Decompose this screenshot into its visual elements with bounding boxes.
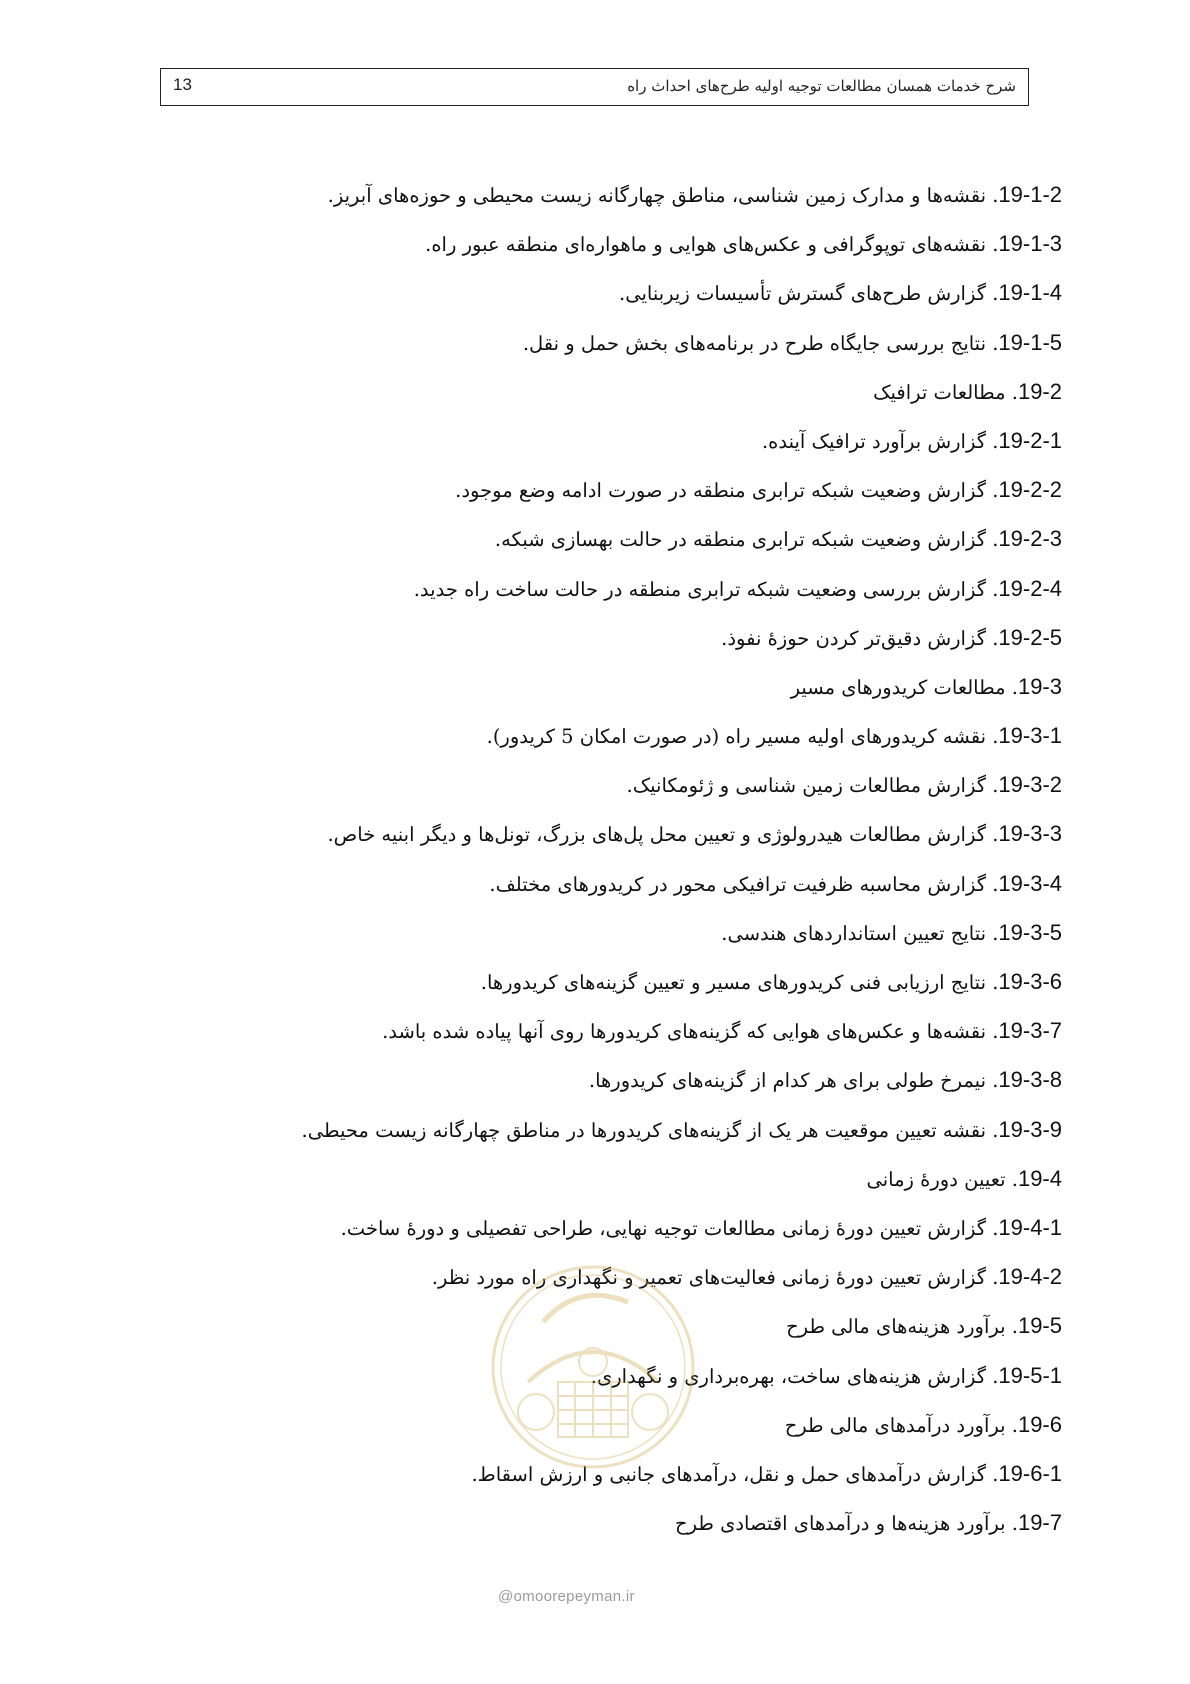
item-number: 19-3	[1017, 673, 1062, 699]
item-text: . گزارش محاسبه ظرفیت ترافیکی محور در کریدورهای مختلف.	[489, 872, 999, 896]
item-number: 19-4-2	[998, 1264, 1062, 1290]
item-text: . گزارش مطالعات زمین شناسی و ژئومکانیک.	[626, 774, 999, 798]
item-number: 19-1-2	[998, 182, 1062, 207]
list-item	[102, 1055, 1062, 1104]
list-item	[102, 1252, 1062, 1301]
list-item	[102, 760, 1062, 809]
item-text: . گزارش برآورد ترافیک آینده.	[761, 429, 999, 453]
list-item	[102, 514, 1062, 563]
item-text: . نتایج تعیین استانداردهای هندسی.	[721, 921, 999, 945]
list-item	[102, 564, 1062, 613]
item-number: 19-1-5	[998, 329, 1062, 355]
page-header	[160, 68, 1029, 106]
item-text: . گزارش دقیق‌تر کردن حوزهٔ نفوذ.	[721, 626, 999, 650]
item-text: . مطالعات ترافیک	[873, 380, 1018, 404]
list-item	[102, 1351, 1062, 1400]
list-item	[102, 957, 1062, 1006]
item-text: . نقشه کریدورهای اولیه مسیر راه (در صورت امکان 5 کریدور).	[486, 725, 999, 749]
item-text: . نقشه‌ها و مدارک زمین شناسی، مناطق چهارگانه زیست محیطی و حوزه‌های آبریز.	[327, 184, 999, 207]
item-number: 19-2-3	[998, 526, 1062, 552]
list-item	[102, 1449, 1062, 1498]
watermark-site: @omoorepeyman.ir	[498, 1588, 635, 1605]
item-number: 19-3-5	[998, 919, 1062, 945]
item-number: 19-1-3	[998, 231, 1062, 257]
item-text: . نقشه‌ها و عکس‌های هوایی که گزینه‌های کریدورها روی آنها پیاده شده باشد.	[382, 1020, 999, 1044]
item-number: 19-2-5	[998, 624, 1062, 650]
list-item	[102, 908, 1062, 957]
item-text: . تعیین دورهٔ زمانی	[866, 1167, 1018, 1191]
list-item	[102, 711, 1062, 760]
item-text: . نتایج بررسی جایگاه طرح در برنامه‌های بخش حمل و نقل.	[522, 331, 999, 355]
item-number: 19-6-1	[998, 1460, 1062, 1486]
list-item	[102, 1498, 1062, 1547]
item-number: 19-3-4	[998, 870, 1062, 896]
item-number: 19-2-4	[998, 575, 1062, 601]
item-text: . گزارش هزینه‌های ساخت، بهره‌برداری و نگهداری.	[590, 1364, 999, 1388]
item-text: . نیمرخ طولی برای هر کدام از گزینه‌های کریدورها.	[588, 1069, 999, 1093]
item-number: 19-7	[1017, 1510, 1062, 1536]
list-item	[102, 268, 1062, 317]
item-number: 19-3-6	[998, 969, 1062, 994]
item-number: 19-2	[1017, 378, 1062, 404]
item-number: 19-4	[1017, 1165, 1062, 1191]
page-number: 13	[173, 75, 192, 94]
list-item	[102, 662, 1062, 711]
header-title: شرح خدمات همسان مطالعات توجیه اولیه طرح‌های احداث راه	[627, 77, 1016, 95]
item-text: . نقشه‌های توپوگرافی و عکس‌های هوایی و ماهواره‌ای منطقه عبور راه.	[425, 233, 999, 257]
list-item	[102, 219, 1062, 268]
item-text: . گزارش طرح‌های گسترش تأسیسات زیربنایی.	[619, 282, 999, 306]
item-text: . نتایج ارزیابی فنی کریدورهای مسیر و تعیین گزینه‌های کریدورها.	[480, 971, 999, 994]
list-item	[102, 613, 1062, 662]
item-number: 19-2-2	[998, 477, 1062, 503]
list-item	[102, 1203, 1062, 1252]
item-number: 19-3-3	[998, 821, 1062, 847]
item-text: . برآورد درآمدهای مالی طرح	[784, 1413, 1018, 1437]
item-number: 19-2-1	[998, 427, 1062, 453]
item-number: 19-4-1	[998, 1214, 1062, 1240]
item-number: 19-6	[1017, 1411, 1062, 1437]
item-text: . برآورد هزینه‌های مالی طرح	[786, 1315, 1018, 1339]
item-number: 19-3-7	[998, 1018, 1062, 1044]
item-text: . نقشه تعیین موقعیت هر یک از گزینه‌های کریدورها در مناطق چهارگانه زیست محیطی.	[301, 1118, 999, 1142]
item-text: . گزارش درآمدهای حمل و نقل، درآمدهای جانبی و ارزش اسقاط.	[471, 1462, 999, 1486]
list-item	[102, 318, 1062, 367]
item-number: 19-3-9	[998, 1116, 1062, 1142]
item-number: 19-5	[1017, 1313, 1062, 1339]
item-text: . مطالعات کریدورهای مسیر	[790, 675, 1018, 699]
list-item	[102, 416, 1062, 465]
item-text: . گزارش بررسی وضعیت شبکه ترابری منطقه در حالت ساخت راه جدید.	[413, 577, 999, 601]
list-item	[102, 465, 1062, 514]
list-item	[102, 809, 1062, 858]
item-text: . گزارش تعیین دورهٔ زمانی فعالیت‌های تعمیر و نگهداری راه مورد نظر.	[431, 1266, 999, 1290]
list-item	[102, 1105, 1062, 1154]
list-item	[102, 1301, 1062, 1350]
item-number: 19-5-1	[998, 1362, 1062, 1388]
list-item	[102, 170, 1062, 219]
list-item	[102, 367, 1062, 416]
item-text: . گزارش مطالعات هیدرولوژی و تعیین محل پل‌های بزرگ، تونل‌ها و دیگر ابنیه خاص.	[327, 823, 999, 847]
item-number: 19-3-1	[998, 723, 1062, 749]
list-item	[102, 1400, 1062, 1449]
list-item	[102, 1006, 1062, 1055]
item-text: . گزارش وضعیت شبکه ترابری منطقه در صورت ادامه وضع موجود.	[455, 479, 999, 503]
item-number: 19-3-2	[998, 772, 1062, 798]
item-text: . برآورد هزینه‌ها و درآمدهای اقتصادی طرح	[675, 1512, 1018, 1536]
item-number: 19-1-4	[998, 280, 1062, 306]
item-text: . گزارش وضعیت شبکه ترابری منطقه در حالت بهسازی شبکه.	[494, 528, 999, 552]
item-number: 19-3-8	[998, 1067, 1062, 1093]
document-body	[102, 170, 1062, 1547]
list-item	[102, 859, 1062, 908]
item-text: . گزارش تعیین دورهٔ زمانی مطالعات توجیه نهایی، طراحی تفصیلی و دورهٔ ساخت.	[340, 1216, 999, 1240]
list-item	[102, 1154, 1062, 1203]
